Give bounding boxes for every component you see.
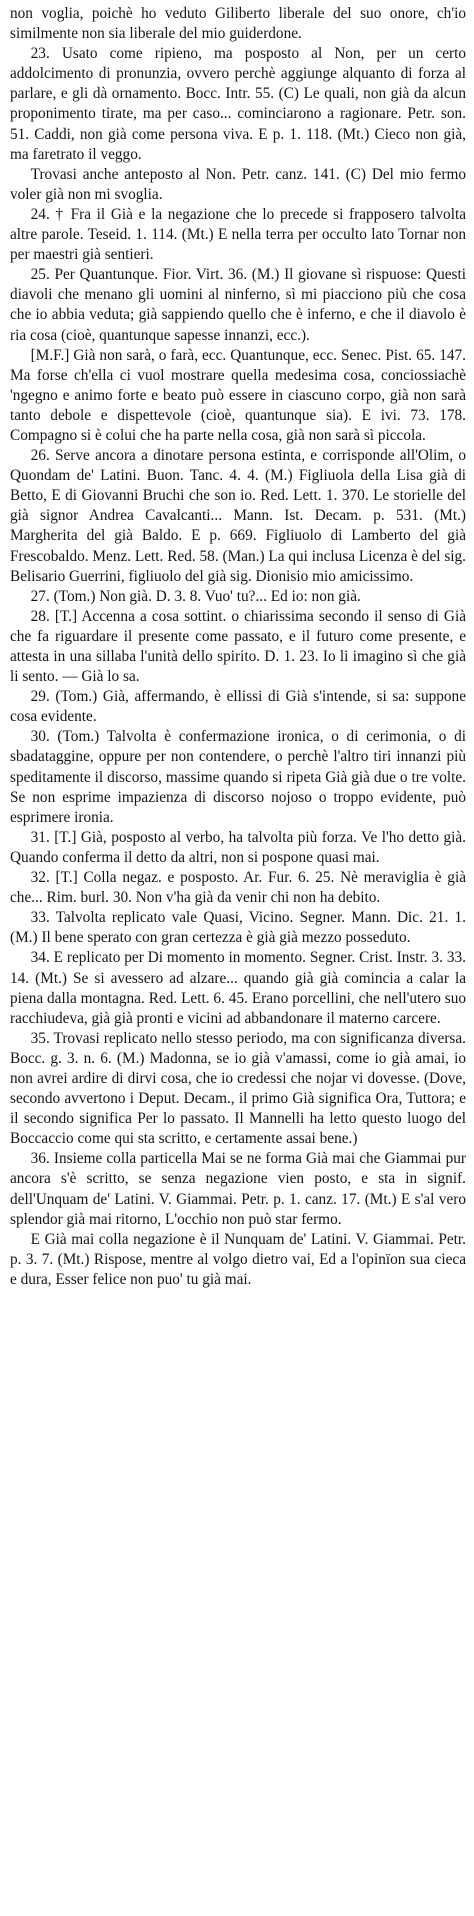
entry-paragraph: 35. Trovasi replicato nello stesso periodo, ma con significanza diversa. Bocc. g. 3. n. 6. (M.) Madonna, se io già v'amassi, come io già amai, io non avrei ardire di dirvi cosa, che io credessi che nojar vi dovesse. (Dove, secondo avvertono i Deput. Decam., il primo Già significa Ora, Tuttora; e il secondo significa Per lo passato. Il Mannelli ha letto questo luogo del Boccaccio come qui sta scritto, e certamente assai bene.) bbox=[10, 1029, 466, 1148]
entry-paragraph: 27. (Tom.) Non già. D. 3. 8. Vuo' tu?... Ed io: non già. bbox=[30, 587, 361, 605]
entry-paragraph: 29. (Tom.) Già, affermando, è ellissi di Già s'intende, si sa: suppone cosa evidente. bbox=[10, 688, 466, 726]
entry-paragraph: 24. † Fra il Già e la negazione che lo precede si frapposero talvolta altre parole. Teseid. 1. 114. (Mt.) E nella terra per occulto lato Tornar non per maestri già sentieri. bbox=[10, 205, 466, 264]
entry-paragraph: 25. Per Quantunque. Fior. Virt. 36. (M.) Il giovane sì rispuose: Questi diavoli che menano gli uomini al ninferno, sì mi piacciono più che cosa che io abbia veduta; già sappiendo quello che è inferno, e che il diavolo è ria cosa (cioè, quantunque sapesse innanzi, ecc.). bbox=[10, 266, 466, 344]
entry-paragraph: 32. [T.] Colla negaz. e posposto. Ar. Fur. 6. 25. Nè meraviglia è già che... Rim. burl. 30. Non v'ha già da venir chi non ha debito. bbox=[10, 869, 466, 907]
entry-paragraph: 30. (Tom.) Talvolta è confermazione ironica, o di cerimonia, o di sbadataggine, oppure per non contendere, o perchè l'altro tiri innanzi più speditamente il discorso, massime quando si ripeta Già già due o tre volte. Se non esprime impazienza di discorso nojoso o troppo evidente, può esprimere ironia. bbox=[10, 728, 466, 826]
entry-paragraph: 26. Serve ancora a dinotare persona estinta, e corrisponde all'Olim, o Quondam de' Latini. Buon. Tanc. 4. 4. (M.) Figliuola della Lisa già di Betto, E di Giovanni Bruchi che son io. Red. Lett. 1. 370. Le storielle del già signor Andrea Cavalcanti... Mann. Ist. Decam. p. 531. (Mt.) Margherita del già Baldo. E p. 669. Figliuolo di Lamberto del già Frescobaldo. Menz. Lett. Red. 58. (Man.) La qui inclusa Licenza è del sig. Belisario Guerrini, figliuolo del già sig. Dionisio mio amicissimo. bbox=[10, 447, 466, 585]
entry-paragraph: 31. [T.] Già, posposto al verbo, ha talvolta più forza. Ve l'ho detto già. Quando conferma il detto da altri, non si pospone quasi mai. bbox=[10, 828, 466, 866]
entry-paragraph: 23. Usato come ripieno, ma posposto al Non, per un certo addolcimento di pronunzia, ovvero perchè aggiunge alquanto di forza al parlare, e gli dà ornamento. Bocc. Intr. 55. (C) Le quali, non già da alcun proponimento tirate, ma per caso... cominciarono a ragionare. Petr. son. 51. Caddi, non già come persona viva. E p. 1. 118. (Mt.) Cieco non già, ma faretrato il veggo. bbox=[10, 45, 466, 163]
entry-paragraph: [M.F.] Già non sarà, o farà, ecc. Quantunque, ecc. Senec. Pist. 65. 147. Ma forse ch'ella ci vuol mostrare quella medesima cosa, conciossiachè 'ngegno e animo forte e beato può essere in ciascuno corpo, già non sarà tanto debole e dispettevole (cioè, quantunque sia). E ivi. 73. 178. Compagno si è colui che ha parte nella cosa, già non sarà sì piccola. bbox=[10, 346, 466, 444]
entry-paragraph: 33. Talvolta replicato vale Quasi, Vicino. Segner. Mann. Dic. 21. 1. (M.) Il bene sperato con gran certezza è già già mezzo posseduto. bbox=[10, 909, 466, 947]
entry-paragraph: 28. [T.] Accenna a cosa sottint. o chiarissima secondo il senso di Già che fa riguardare il presente come passato, e il futuro come presente, e attesta in una sillaba l'unità dello spirito. D. 1. 23. Io li imagino sì che già li sento. — Già lo sa. bbox=[10, 607, 466, 686]
entry-paragraph: E Già mai colla negazione è il Nunquam de' Latini. V. Giammai. Petr. p. 3. 7. (Mt.) Rispose, mentre al volgo dietro vai, Ed a l'opinïon sua cieca e dura, Esser felice non puo' tu già mai. bbox=[10, 1230, 466, 1288]
entry-paragraph: non voglia, poichè ho veduto Giliberto liberale del suo onore, ch'io similmente non sia liberale del mio guiderdone. bbox=[10, 5, 466, 43]
entry-paragraph: 34. E replicato per Di momento in momento. Segner. Crist. Instr. 3. 33. 14. (Mt.) Se si avessero ad alzare... quando già già comincia a calar la piena dalla montagna. Red. Lett. 6. 45. Erano porcellini, che nell'utero suo racchiudeva, già già pronti e vicini ad abbandonare il materno carcere. bbox=[10, 949, 466, 1027]
entry-paragraph: Trovasi anche anteposto al Non. Petr. canz. 141. (C) Del mio fermo voler già non mi svoglia. bbox=[10, 165, 466, 203]
entry-paragraph: 36. Insieme colla particella Mai se ne forma Già mai che Giammai pur ancora s'è scritto, se senza negazione vien posto, e sta in signif. dell'Unquam de' Latini. V. Giammai. Petr. p. 1. canz. 17. (Mt.) E s'al vero splendor già mai ritorno, L'occhio non può star fermo. bbox=[10, 1150, 466, 1228]
